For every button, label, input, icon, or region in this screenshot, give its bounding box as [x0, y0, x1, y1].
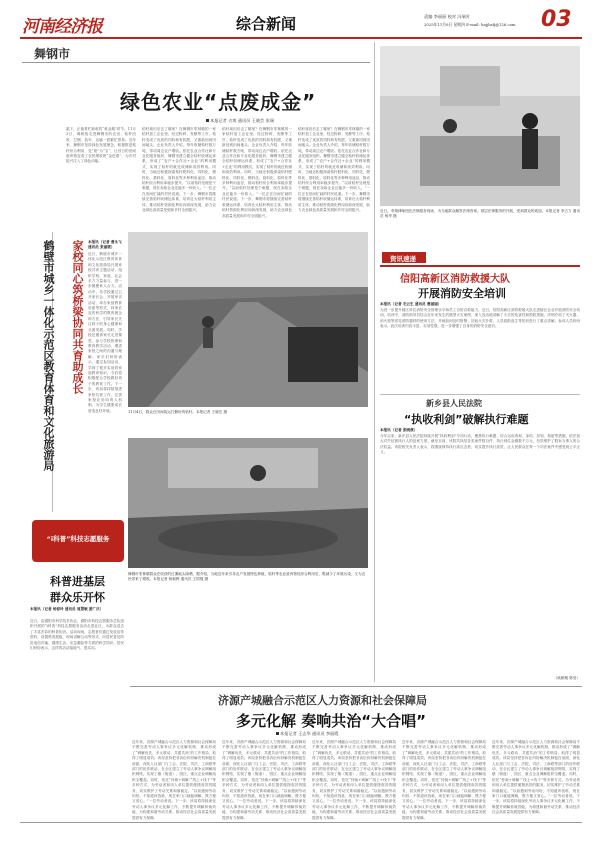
kepu-promo-banner	[32, 520, 124, 562]
jiyuan-body-col1: 近年来，济源产城融合示范区人力资源和社会保障局不断完善劳动人事争议多元化解机制，推动形成了“调解优先、多元联动、共建共治”的工作格局，取得了明显成效。该局坚持把非诉讼纠纷解决机制挺在前面，深化人社部门与工会、法院、司法、工商联等部门的协作联动，在全区建立了劳动人事争议调解组织网络，实现了镇（街道）、园区、重点企业调解组织全覆盖。同时，依托“仲裁+调解”“线上+线下”等多种方式，为劳动者和用人单位提供便捷高效的服务，切实维护了劳动关系和谐稳定。“以前遇到劳动纠纷，不知道该找谁，现在家门口就能调解，既方便又省心。”一位劳动者说。下一步，该局将持续深化劳动人事争议多元化解工作，不断提升调解仲裁效能，为构建和谐劳动关系、推动经济社会高质量发展提供有力保障。	[132, 740, 216, 820]
city-label: 舞钢市	[34, 47, 71, 61]
wugang-body-col3: 秸秆离田后去了哪里？在舞钢市枣林镇的一家秸秆加工企业里，经过粉碎、发酵等工序，秸秆变成了优质的饲料和有机肥，又重新回到田间地头。企业负责人介绍，每年收储秸秆数万吨，带动周边农户增收。依托农业合作社和专业化服务组织，舞钢市建立健全秸秆收储运体系，形成了“农户+合作社+企业”的利用模式，实现了秸秆的就近收储和高效利用。同时，当地还积极探索秸秆肥料化、饲料化、燃料化、基料化、原料化等多种利用途径，推动秸秆综合利用率稳步提升。“以前秸秆处理是个难题，现在卖给企业还能多一份收入。”一位正在田间忙碌的村民说道。下一步，舞钢市将继续完善秸秆收储运体系，培育壮大秸秆利用主体，推动秸秆资源化利用向纵深发展，助力农业绿色高质量发展和乡村全面振兴。	[222, 127, 292, 218]
right-column-divider	[374, 42, 375, 682]
science-headline-line1: 科普进基层	[50, 575, 105, 588]
editor-line: 责编 李丽丽 校对 冯瑞芳	[424, 14, 470, 19]
byline-square-icon	[276, 732, 279, 735]
jiyuan-headline-line2: 多元化解 奏响共治“大合唱”	[236, 712, 426, 730]
wugang-byline	[206, 118, 274, 124]
wugang-lead-col1: 霜下，正值青贮新收的“黄金期”时节。11月3日，调研组走进舞钢市的农田，秸秆回收、打捆、装车、运输一派繁忙景象。近年来，舞钢市坚持绿色发展理念，积极推进秸秆综合利用，变“废”为“宝”，让昔日的田间废弃物变成了农民增收的“金疙瘩”，为乡村振兴注入了绿色动能。	[66, 127, 136, 164]
newspaper-logo: 河南经济报	[22, 17, 102, 37]
jiyuan-byline-text: 本报记者 王志华 通讯员 李丽霞	[280, 731, 339, 736]
xinxiang-headline-line1: 新乡县人民法院	[426, 399, 482, 408]
xinyang-body: 为进一步提升辖区单位消防安全管理水平和员工自防自救能力，近日，信阳高新区消防救援大队走进辖区企业开展消防安全培训。培训中，消防指导员结合近年来发生的典型火灾案例，深入浅出地讲解了火灾的危害性和预防措施，详细介绍了灭火器、消火栓等常见消防器材的使用方法，并就如何及时报警、初起火灾扑救、人员疏散逃生等知识进行了重点讲解。参训人员纷纷表示，此次培训内容丰富、实用性强，进一步增强了自身的消防安全意识。	[380, 308, 580, 329]
xinxiang-byline: 本报讯（记者 张晓燕）	[380, 428, 418, 432]
xinxiang-headline-line2: “执收利剑”破解执行难题	[404, 413, 529, 426]
jiyuan-top-rule	[130, 686, 582, 687]
hebi-body: 近日，鹤壁市城乡一体化示范区教育体育和文化旅游局开展家校共育主题活动，组织学校、家庭、社会多方力量参与，进一步凝聚育人合力。活动中，各学校通过召开家长会、开展家访活动、举办家庭教育讲座等形式，向家长宣传科学的教育理念和方法，引导家长关注孩子的身心健康和全面发展。同时，学校还邀请家长走进课堂，参与学校管理和教育教学活动，增进家校之间的沟通与理解。家长们纷纷表示，通过参加活动，学到了很多实用的家庭教育知识，今后将积极配合学校做好孩子的教育工作。下一步，该局将持续推进家校共育工作，完善家校社协同育人机制，为学生健康成长营造良好环境。	[88, 252, 122, 413]
xinyang-headline-line2: 开展消防安全培训	[418, 287, 506, 300]
date-line: 2025年11月6日 星期四 E-mail: hnjjbsfj@126.com	[424, 22, 516, 27]
hebi-byline: 本报讯（记者 曹永飞 通讯员 张丽媛）	[88, 240, 122, 250]
jiyuan-body-col2: 近年来，济源产城融合示范区人力资源和社会保障局不断完善劳动人事争议多元化解机制，推动形成了“调解优先、多元联动、共建共治”的工作格局，取得了明显成效。该局坚持把非诉讼纠纷解决机制挺在前面，深化人社部门与工会、法院、司法、工商联等部门的协作联动，在全区建立了劳动人事争议调解组织网络，实现了镇（街道）、园区、重点企业调解组织全覆盖。同时，依托“仲裁+调解”“线上+线下”等多种方式，为劳动者和用人单位提供便捷高效的服务，切实维护了劳动关系和谐稳定。“以前遇到劳动纠纷，不知道该找谁，现在家门口就能调解，既方便又省心。”一位劳动者说。下一步，该局将持续深化劳动人事争议多元化解工作，不断提升调解仲裁效能，为构建和谐劳动关系、推动经济社会高质量发展提供有力保障。	[222, 740, 306, 820]
wugang-byline-text: 本报记者 吉爽 通讯员 王晓芸 张瑞	[210, 118, 274, 123]
legal-service-photo-caption: 近日，李翔律师团在法律服务现场，为当地群众解答法律咨询。基层法律服务的开展，受到群众的欢迎。本报记者 李占力 通讯员 杨华 摄	[380, 209, 580, 219]
xinyang-byline: 本报讯（记者 毛云生 通讯员 曹丽丽）	[380, 302, 442, 306]
hebi-headline-line1: 鹤壁市城乡一体化示范区	[42, 240, 55, 361]
info-bar	[380, 251, 580, 267]
jiyuan-headline-line1: 济源产城融合示范区人力资源和社会保障局	[218, 694, 427, 707]
jiyuan-body-col3: 近年来，济源产城融合示范区人力资源和社会保障局不断完善劳动人事争议多元化解机制，推动形成了“调解优先、多元联动、共建共治”的工作格局，取得了明显成效。该局坚持把非诉讼纠纷解决机制挺在前面，深化人社部门与工会、法院、司法、工商联等部门的协作联动，在全区建立了劳动人事争议调解组织网络，实现了镇（街道）、园区、重点企业调解组织全覆盖。同时，依托“仲裁+调解”“线上+线下”等多种方式，为劳动者和用人单位提供便捷高效的服务，切实维护了劳动关系和谐稳定。“以前遇到劳动纠纷，不知道该找谁，现在家门口就能调解，既方便又省心。”一位劳动者说。下一步，该局将持续深化劳动人事争议多元化解工作，不断提升调解仲裁效能，为构建和谐劳动关系、推动经济社会高质量发展提供有力保障。	[312, 740, 396, 820]
xinxiang-signoff: （戚颖雅 陈莹）	[553, 676, 580, 680]
right-section-divider	[380, 394, 580, 395]
section-title: 综合新闻	[236, 15, 297, 33]
xinyang-headline-line1: 信阳高新区消防救援大队	[400, 274, 510, 285]
hebi-deck-line1: 家校同心筑桥梁	[71, 240, 84, 317]
field-photo-caption: 11月4日，群众在田间装运打捆好的秸秆。本报记者 王晓芸 摄	[128, 410, 227, 414]
xinxiang-body: 今年以来，新乡县人民法院持续开展“执收利剑”专项行动，聚焦执行难题，综合运用查询、冻结、扣划、拘留等措施，依法加大对失信被执行人的惩戒力度。截至目前，该院共执结各类案件数百件，执行到位金额数千万元，有效维护了胜诉当事人的合法权益。该院相关负责人表示，将继续保持执行高压态势，切实提升执行质效，让人民群众在每一个司法案件中感受到公平正义。	[380, 434, 580, 455]
field-photo	[128, 232, 368, 407]
masthead	[0, 0, 600, 36]
hebi-deck-line2: 协同共育助成长	[71, 317, 84, 394]
science-byline: 本报讯（记者 杨春玲 通讯员 周慧敏 游广庆）	[30, 607, 104, 611]
jiyuan-body-col5: 近年来，济源产城融合示范区人力资源和社会保障局不断完善劳动人事争议多元化解机制，推动形成了“调解优先、多元联动、共建共治”的工作格局，取得了明显成效。该局坚持把非诉讼纠纷解决机制挺在前面，深化人社部门与工会、法院、司法、工商联等部门的协作联动，在全区建立了劳动人事争议调解组织网络，实现了镇（街道）、园区、重点企业调解组织全覆盖。同时，依托“仲裁+调解”“线上+线下”等多种方式，为劳动者和用人单位提供便捷高效的服务，切实维护了劳动关系和谐稳定。“以前遇到劳动纠纷，不知道该找谁，现在家门口就能调解，既方便又省心。”一位劳动者说。下一步，该局将持续深化劳动人事争议多元化解工作，不断提升调解仲裁效能，为构建和谐劳动关系、推动经济社会高质量发展提供有力保障。	[492, 740, 580, 815]
kepu-promo-label: “i科普”科技志愿服务	[46, 535, 110, 543]
harvest-photo	[128, 438, 368, 568]
info-bar-label: 资讯速递	[390, 255, 416, 263]
wugang-headline: 绿色农业“点废成金”	[120, 90, 317, 114]
info-bar-tag	[382, 252, 426, 263]
wugang-body-col4: 秸秆离田后去了哪里？在舞钢市枣林镇的一家秸秆加工企业里，经过粉碎、发酵等工序，秸秆变成了优质的饲料和有机肥，又重新回到田间地头。企业负责人介绍，每年收储秸秆数万吨，带动周边农户增收。依托农业合作社和专业化服务组织，舞钢市建立健全秸秆收储运体系，形成了“农户+合作社+企业”的利用模式，实现了秸秆的就近收储和高效利用。同时，当地还积极探索秸秆肥料化、饲料化、燃料化、基料化、原料化等多种利用途径，推动秸秆综合利用率稳步提升。“以前秸秆处理是个难题，现在卖给企业还能多一份收入。”一位正在田间忙碌的村民说道。下一步，舞钢市将继续完善秸秆收储运体系，培育壮大秸秆利用主体，推动秸秆资源化利用向纵深发展，助力农业绿色高质量发展和乡村全面振兴。	[298, 127, 370, 213]
page-number: 03	[541, 7, 572, 32]
harvest-photo-caption: 舞钢市枣林镇群众在收获的红薯地头晾晒，据介绍，当地近年来引导农户发展特色种植，秸秆等农业废弃物经综合利用后，既减少了环境污染，又为农民带来了增收。本报记者 杨朝辉 通讯员 王国强 摄	[128, 572, 366, 582]
byline-square-icon	[206, 119, 209, 122]
science-body: 近日，由濮阳市科学技术协会、濮阳市科技志愿服务总队组织开展的“i科普”科技志愿服务活动走进社区，为群众送去了丰富多彩的科普知识。活动现场，志愿者们通过发放宣传资料、设置科普展板、现场讲解互动等形式，向居民普及防范电信诈骗、健康生活、应急避险等方面的科学知识。居民们纷纷表示，这样的活动接地气、很实用。	[30, 619, 124, 651]
field-scene-image	[128, 232, 368, 407]
hebi-headline-line2: 教育体育和文化旅游局	[42, 361, 55, 471]
hebi-vertical-deck	[56, 240, 84, 510]
city-label-rule	[22, 62, 370, 63]
jiyuan-body-col4: 近年来，济源产城融合示范区人力资源和社会保障局不断完善劳动人事争议多元化解机制，推动形成了“调解优先、多元联动、共建共治”的工作格局，取得了明显成效。该局坚持把非诉讼纠纷解决机制挺在前面，深化人社部门与工会、法院、司法、工商联等部门的协作联动，在全区建立了劳动人事争议调解组织网络，实现了镇（街道）、园区、重点企业调解组织全覆盖。同时，依托“仲裁+调解”“线上+线下”等多种方式，为劳动者和用人单位提供便捷高效的服务，切实维护了劳动关系和谐稳定。“以前遇到劳动纠纷，不知道该找谁，现在家门口就能调解，既方便又省心。”一位劳动者说。下一步，该局将持续深化劳动人事争议多元化解工作，不断提升调解仲裁效能，为构建和谐劳动关系、推动经济社会高质量发展提供有力保障。	[402, 740, 486, 820]
wugang-body-col2: 秸秆离田后去了哪里？在舞钢市枣林镇的一家秸秆加工企业里，经过粉碎、发酵等工序，秸秆变成了优质的饲料和有机肥，又重新回到田间地头。企业负责人介绍，每年收储秸秆数万吨，带动周边农户增收。依托农业合作社和专业化服务组织，舞钢市建立健全秸秆收储运体系，形成了“农户+合作社+企业”的利用模式，实现了秸秆的就近收储和高效利用。同时，当地还积极探索秸秆肥料化、饲料化、燃料化、基料化、原料化等多种利用途径，推动秸秆综合利用率稳步提升。“以前秸秆处理是个难题，现在卖给企业还能多一份收入。”一位正在田间忙碌的村民说道。下一步，舞钢市将继续完善秸秆收储运体系，培育壮大秸秆利用主体，推动秸秆资源化利用向纵深发展，助力农业绿色高质量发展和乡村全面振兴。	[142, 127, 216, 213]
science-headline-line2: 群众乐开怀	[50, 591, 105, 604]
masthead-rule	[20, 37, 582, 39]
hebi-vertical-headline	[24, 240, 54, 510]
harvest-scene-image	[128, 438, 368, 568]
jiyuan-byline	[276, 731, 338, 737]
legal-service-photo	[380, 46, 580, 206]
page-bottom-rule	[20, 822, 582, 823]
legal-service-scene-image	[380, 46, 580, 206]
